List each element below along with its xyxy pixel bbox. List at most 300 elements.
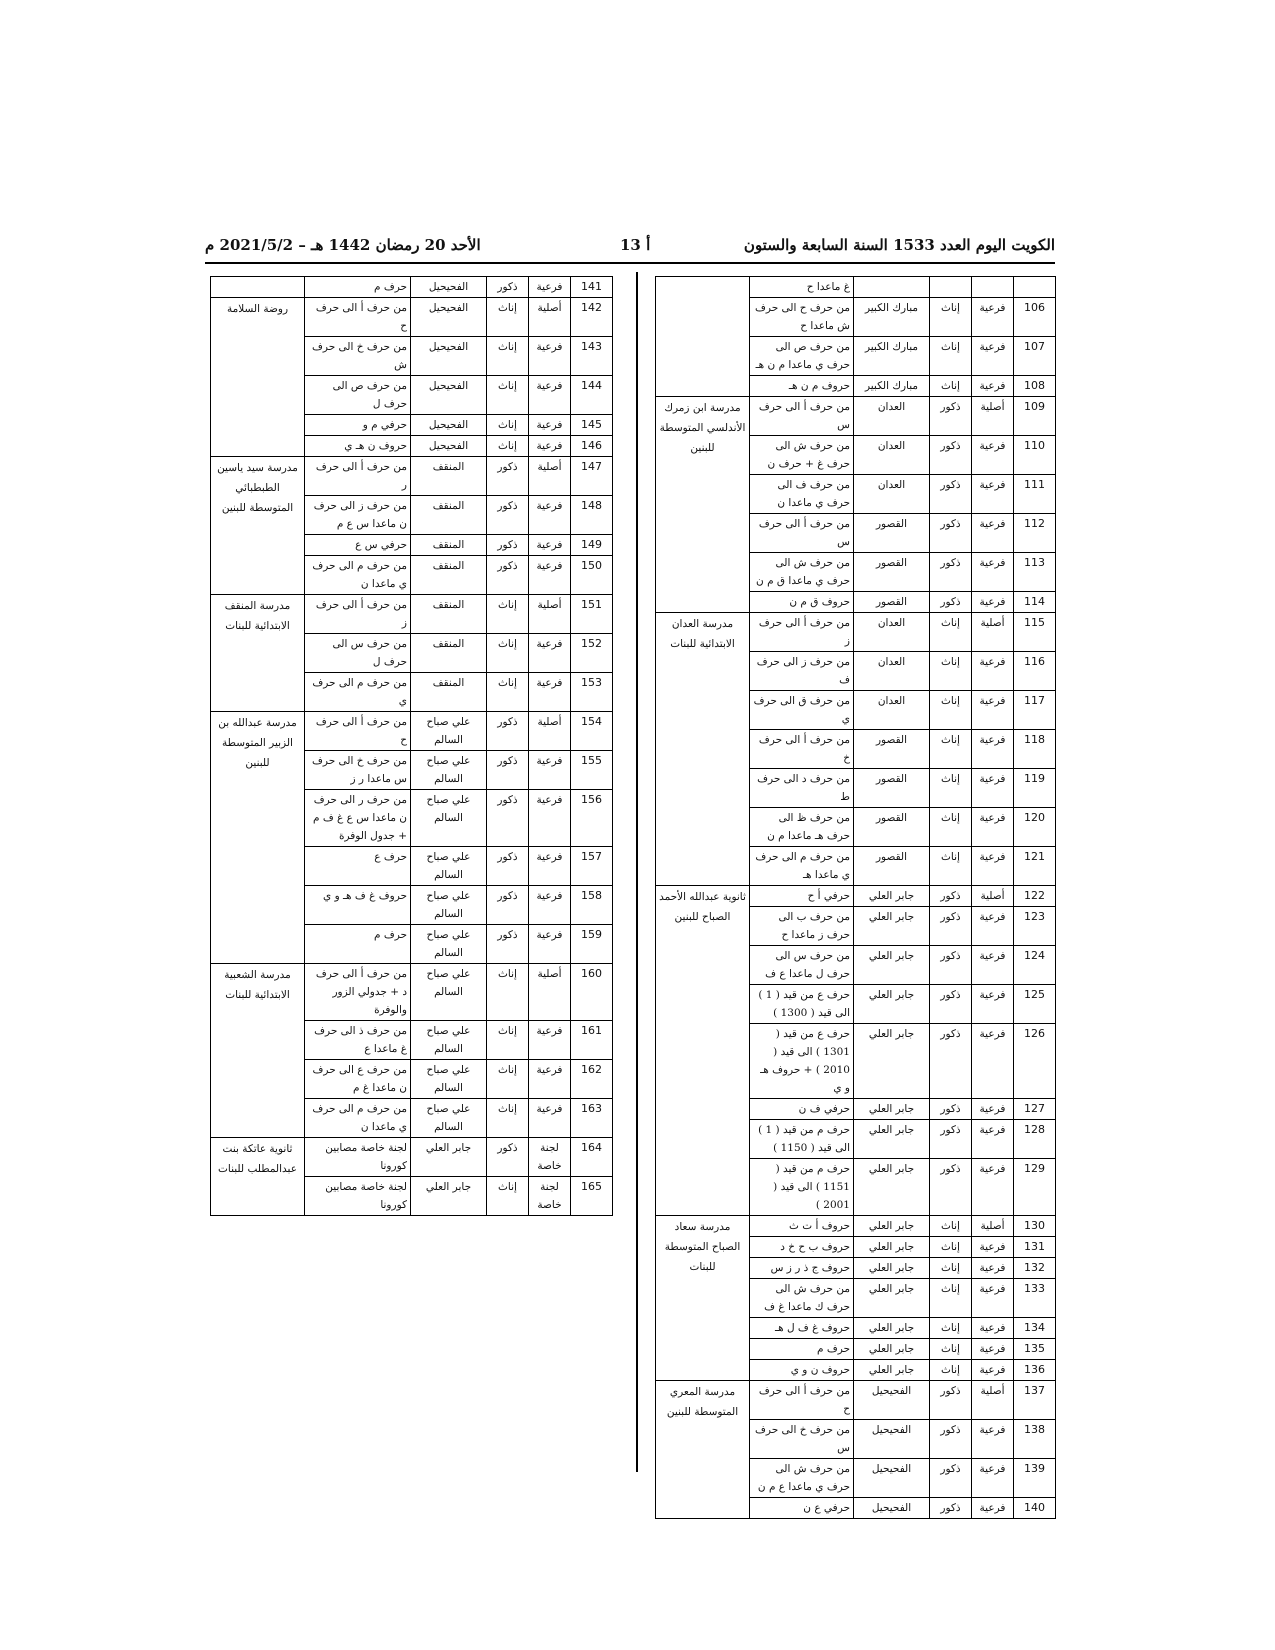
area: المنقف <box>411 535 487 556</box>
row-number: 156 <box>571 790 613 847</box>
gender: ذكور <box>930 907 972 946</box>
gender: إناث <box>930 769 972 808</box>
gender: ذكور <box>930 946 972 985</box>
area: العدان <box>854 475 930 514</box>
committee-type: فرعية <box>529 1099 571 1138</box>
area: علي صباح السالم <box>411 886 487 925</box>
letters-range: من حرف أ الى حرف خ <box>750 730 854 769</box>
gender <box>930 277 972 298</box>
area: جابر العلي <box>854 1120 930 1159</box>
letters-range: من حرف أ الى حرف س <box>750 514 854 553</box>
committee-type: فرعية <box>972 1339 1014 1360</box>
gender: إناث <box>487 964 529 1021</box>
gender: إناث <box>930 691 972 730</box>
row-number: 157 <box>571 847 613 886</box>
masthead: الكويت اليوم العدد 1533 السنة السابعة والستون <box>743 236 1055 254</box>
committee-type: أصلية <box>529 712 571 751</box>
issue-date: الأحد 20 رمضان 1442 هـ – 2021/5/2 م <box>205 236 481 254</box>
row-number: 136 <box>1014 1360 1056 1381</box>
area: علي صباح السالم <box>411 1099 487 1138</box>
gender: ذكور <box>930 1420 972 1459</box>
table-row <box>211 595 613 634</box>
area: العدان <box>854 397 930 436</box>
area: جابر العلي <box>854 907 930 946</box>
committee-type: فرعية <box>972 1459 1014 1498</box>
committee-type: فرعية <box>972 337 1014 376</box>
letters-range: من حرف د الى حرف ط <box>750 769 854 808</box>
table-row <box>211 712 613 751</box>
committee-type: فرعية <box>529 496 571 535</box>
letters-range: من حرف ذ الى حرف غ ماعدا ع <box>305 1021 411 1060</box>
gender: إناث <box>487 1099 529 1138</box>
committee-type: أصلية <box>529 457 571 496</box>
committee-type: فرعية <box>972 1420 1014 1459</box>
area: علي صباح السالم <box>411 1060 487 1099</box>
area: العدان <box>854 613 930 652</box>
area: مبارك الكبير <box>854 298 930 337</box>
gender: ذكور <box>930 1459 972 1498</box>
committee-type: فرعية <box>529 886 571 925</box>
row-number: 162 <box>571 1060 613 1099</box>
gender: ذكور <box>930 1120 972 1159</box>
gender: إناث <box>930 1216 972 1237</box>
gender: إناث <box>487 595 529 634</box>
area: القصور <box>854 808 930 847</box>
gender: ذكور <box>930 1024 972 1099</box>
area: الفحيحيل <box>411 337 487 376</box>
gender: إناث <box>930 298 972 337</box>
committee-type: فرعية <box>529 847 571 886</box>
letters-range: من حرف ح الى حرف ش ماعدا ح <box>750 298 854 337</box>
polling-table-right <box>655 276 1056 1519</box>
row-number: 164 <box>571 1138 613 1177</box>
area: جابر العلي <box>411 1138 487 1177</box>
letters-range: حرف م من قيد ( 1151 ) الى قيد ( 2001 ) <box>750 1159 854 1216</box>
letters-range: من حرف خ الى حرف ش <box>305 337 411 376</box>
row-number: 133 <box>1014 1279 1056 1318</box>
gender: إناث <box>487 415 529 436</box>
area: جابر العلي <box>854 1339 930 1360</box>
page-header <box>205 230 1055 260</box>
table-row <box>211 1138 613 1177</box>
letters-range: من حرف ف الى حرف ي ماعدا ن <box>750 475 854 514</box>
letters-range: من حرف أ الى حرف ح <box>750 1381 854 1420</box>
area: المنقف <box>411 634 487 673</box>
area: القصور <box>854 769 930 808</box>
area: العدان <box>854 652 930 691</box>
row-number: 155 <box>571 751 613 790</box>
committee-type: فرعية <box>529 751 571 790</box>
row-number: 117 <box>1014 691 1056 730</box>
area: الفحيحيل <box>854 1459 930 1498</box>
committee-type: أصلية <box>972 886 1014 907</box>
committee-type: فرعية <box>529 436 571 457</box>
letters-range: لجنة خاصة مصابين كورونا <box>305 1177 411 1216</box>
school-name: مدرسة ابن زمرك الأندلسي المتوسطة للبنين <box>656 397 750 613</box>
gender: ذكور <box>930 985 972 1024</box>
committee-type: أصلية <box>529 595 571 634</box>
school-name: مدرسة سيد ياسين الطبطبائي المتوسطة للبنين <box>211 457 305 595</box>
gender: إناث <box>930 652 972 691</box>
row-number: 121 <box>1014 847 1056 886</box>
letters-range: حرف م <box>305 277 411 298</box>
committee-type: فرعية <box>972 1258 1014 1279</box>
letters-range: من حرف م الى حرف ي ماعدا ن <box>305 1099 411 1138</box>
letters-range: من حرف أ الى حرف ز <box>750 613 854 652</box>
area: المنقف <box>411 595 487 634</box>
row-number: 106 <box>1014 298 1056 337</box>
row-number: 108 <box>1014 376 1056 397</box>
gender: ذكور <box>930 1498 972 1519</box>
committee-type: فرعية <box>529 415 571 436</box>
gender: إناث <box>487 436 529 457</box>
committee-type: أصلية <box>529 298 571 337</box>
gender: إناث <box>487 298 529 337</box>
gender: إناث <box>487 376 529 415</box>
letters-range: حروف م ن هـ <box>750 376 854 397</box>
row-number <box>1014 277 1056 298</box>
area: الفحيحيل <box>411 277 487 298</box>
gender: إناث <box>487 1177 529 1216</box>
gender: ذكور <box>487 277 529 298</box>
letters-range: حروف غ ف ل هـ <box>750 1318 854 1339</box>
letters-range: حروف ن و ي <box>750 1360 854 1381</box>
area: المنقف <box>411 673 487 712</box>
row-number: 109 <box>1014 397 1056 436</box>
area: العدان <box>854 436 930 475</box>
committee-type: فرعية <box>972 436 1014 475</box>
page-number: 13 أ <box>620 236 651 254</box>
letters-range: من حرف ظ الى حرف هـ ماعدا م ن <box>750 808 854 847</box>
gender: إناث <box>930 730 972 769</box>
gender: ذكور <box>930 553 972 592</box>
letters-range: من حرف ص الى حرف ي ماعدا م ن هـ <box>750 337 854 376</box>
committee-type: فرعية <box>529 925 571 964</box>
row-number: 141 <box>571 277 613 298</box>
school-name: مدرسة المنقف الابتدائية للبنات <box>211 595 305 712</box>
table-row <box>656 397 1056 436</box>
area: جابر العلي <box>854 946 930 985</box>
area: جابر العلي <box>854 1237 930 1258</box>
gender: ذكور <box>487 1138 529 1177</box>
area: مبارك الكبير <box>854 337 930 376</box>
committee-type: فرعية <box>972 1360 1014 1381</box>
area: علي صباح السالم <box>411 847 487 886</box>
area: علي صباح السالم <box>411 964 487 1021</box>
row-number: 126 <box>1014 1024 1056 1099</box>
row-number: 114 <box>1014 592 1056 613</box>
area: جابر العلي <box>411 1177 487 1216</box>
gender: ذكور <box>930 592 972 613</box>
gender: إناث <box>930 1258 972 1279</box>
area: علي صباح السالم <box>411 790 487 847</box>
area: علي صباح السالم <box>411 1021 487 1060</box>
row-number: 153 <box>571 673 613 712</box>
row-number: 116 <box>1014 652 1056 691</box>
letters-range: من حرف أ الى حرف ح <box>305 298 411 337</box>
row-number: 142 <box>571 298 613 337</box>
committee-type: أصلية <box>972 613 1014 652</box>
area: الفحيحيل <box>854 1420 930 1459</box>
committee-type: فرعية <box>972 847 1014 886</box>
letters-range: من حرف ز الى حرف ن ماعدا س ع م <box>305 496 411 535</box>
row-number: 161 <box>571 1021 613 1060</box>
school-name: مدرسة عبدالله بن الزبير المتوسطة للبنين <box>211 712 305 964</box>
committee-type: فرعية <box>972 553 1014 592</box>
committee-type: أصلية <box>972 1381 1014 1420</box>
letters-range: حروف أ ت ث <box>750 1216 854 1237</box>
gender: ذكور <box>930 514 972 553</box>
committee-type: فرعية <box>972 946 1014 985</box>
area: المنقف <box>411 496 487 535</box>
committee-type: فرعية <box>972 1159 1014 1216</box>
committee-type: فرعية <box>972 652 1014 691</box>
table-row <box>656 277 1056 298</box>
area: القصور <box>854 730 930 769</box>
letters-range: حروف ب ح خ د <box>750 1237 854 1258</box>
committee-type: فرعية <box>529 1060 571 1099</box>
area: مبارك الكبير <box>854 376 930 397</box>
committee-type: فرعية <box>529 277 571 298</box>
gender: إناث <box>930 1318 972 1339</box>
row-number: 118 <box>1014 730 1056 769</box>
row-number: 122 <box>1014 886 1056 907</box>
committee-type: فرعية <box>529 556 571 595</box>
area: جابر العلي <box>854 886 930 907</box>
area: المنقف <box>411 457 487 496</box>
gender: ذكور <box>930 397 972 436</box>
letters-range: من حرف ص الى حرف ل <box>305 376 411 415</box>
area: الفحيحيل <box>854 1381 930 1420</box>
row-number: 125 <box>1014 985 1056 1024</box>
school-name: مدرسة سعاد الصباح المتوسطة للبنات <box>656 1216 750 1381</box>
area: جابر العلي <box>854 1024 930 1099</box>
gender: ذكور <box>487 925 529 964</box>
letters-range: لجنة خاصة مصابين كورونا <box>305 1138 411 1177</box>
gender: إناث <box>930 1339 972 1360</box>
letters-range: حرفي ع ن <box>750 1498 854 1519</box>
committee-type: فرعية <box>972 730 1014 769</box>
committee-type: فرعية <box>972 592 1014 613</box>
letters-range: حروف ق م ن <box>750 592 854 613</box>
committee-type: فرعية <box>972 907 1014 946</box>
letters-range: حرف ع من قيد ( 1 ) الى قيد ( 1300 ) <box>750 985 854 1024</box>
row-number: 138 <box>1014 1420 1056 1459</box>
gender: ذكور <box>487 751 529 790</box>
committee-type: فرعية <box>529 535 571 556</box>
row-number: 144 <box>571 376 613 415</box>
row-number: 145 <box>571 415 613 436</box>
letters-range: حرفي أ ح <box>750 886 854 907</box>
gender: إناث <box>930 613 972 652</box>
committee-type: أصلية <box>972 1216 1014 1237</box>
committee-type: فرعية <box>972 1024 1014 1099</box>
gender: ذكور <box>930 886 972 907</box>
letters-range: من حرف ب الى حرف ز ماعدا ح <box>750 907 854 946</box>
area: جابر العلي <box>854 1099 930 1120</box>
table-row <box>211 457 613 496</box>
letters-range: من حرف خ الى حرف س <box>750 1420 854 1459</box>
area: العدان <box>854 691 930 730</box>
area: جابر العلي <box>854 985 930 1024</box>
row-number: 129 <box>1014 1159 1056 1216</box>
gender: إناث <box>487 634 529 673</box>
letters-range: من حرف ع الى حرف ن ماعدا غ م <box>305 1060 411 1099</box>
letters-range: حروف ن هـ ي <box>305 436 411 457</box>
row-number: 124 <box>1014 946 1056 985</box>
row-number: 148 <box>571 496 613 535</box>
gender: إناث <box>487 1060 529 1099</box>
committee-type: فرعية <box>972 298 1014 337</box>
area: القصور <box>854 592 930 613</box>
row-number: 140 <box>1014 1498 1056 1519</box>
row-number: 113 <box>1014 553 1056 592</box>
letters-range: من حرف ز الى حرف ف <box>750 652 854 691</box>
gender: إناث <box>487 337 529 376</box>
letters-range: من حرف أ الى حرف س <box>750 397 854 436</box>
committee-type: أصلية <box>972 397 1014 436</box>
table-row <box>211 298 613 337</box>
row-number: 131 <box>1014 1237 1056 1258</box>
committee-type: فرعية <box>972 1318 1014 1339</box>
committee-type: فرعية <box>529 790 571 847</box>
row-number: 150 <box>571 556 613 595</box>
gender: ذكور <box>487 496 529 535</box>
row-number: 110 <box>1014 436 1056 475</box>
area: الفحيحيل <box>411 436 487 457</box>
row-number: 146 <box>571 436 613 457</box>
table-row <box>211 964 613 1021</box>
letters-range: من حرف م الى حرف ي <box>305 673 411 712</box>
letters-range: حرفي ف ن <box>750 1099 854 1120</box>
gender: ذكور <box>487 847 529 886</box>
area: علي صباح السالم <box>411 925 487 964</box>
row-number: 128 <box>1014 1120 1056 1159</box>
school-name <box>656 277 750 397</box>
letters-range: من حرف أ الى حرف د + جدولي الزور والوفرة <box>305 964 411 1021</box>
area: الفحيحيل <box>854 1498 930 1519</box>
gender: إناث <box>930 1279 972 1318</box>
row-number: 119 <box>1014 769 1056 808</box>
gender: إناث <box>930 808 972 847</box>
letters-range: حرف م من قيد ( 1 ) الى قيد ( 1150 ) <box>750 1120 854 1159</box>
row-number: 151 <box>571 595 613 634</box>
letters-range: من حرف خ الى حرف س ماعدا ر ز <box>305 751 411 790</box>
area: القصور <box>854 514 930 553</box>
committee-type: فرعية <box>529 634 571 673</box>
area: الفحيحيل <box>411 415 487 436</box>
row-number: 112 <box>1014 514 1056 553</box>
row-number: 130 <box>1014 1216 1056 1237</box>
area: الفحيحيل <box>411 376 487 415</box>
letters-range: من حرف أ الى حرف ر <box>305 457 411 496</box>
committee-type: لجنة خاصة <box>529 1177 571 1216</box>
letters-range: من حرف م الى حرف ي ماعدا هـ <box>750 847 854 886</box>
row-number: 135 <box>1014 1339 1056 1360</box>
row-number: 152 <box>571 634 613 673</box>
school-name: مدرسة المعري المتوسطة للبنين <box>656 1381 750 1519</box>
row-number: 132 <box>1014 1258 1056 1279</box>
area: علي صباح السالم <box>411 712 487 751</box>
committee-type: فرعية <box>972 1279 1014 1318</box>
school-name: ثانوية عبدالله الأحمد الصباح للبنين <box>656 886 750 1216</box>
committee-type: فرعية <box>972 1237 1014 1258</box>
row-number: 163 <box>571 1099 613 1138</box>
school-name: روضة السلامة <box>211 298 305 457</box>
area: جابر العلي <box>854 1318 930 1339</box>
area: الفحيحيل <box>411 298 487 337</box>
committee-type: فرعية <box>972 769 1014 808</box>
school-name <box>211 277 305 298</box>
committee-type: فرعية <box>972 376 1014 397</box>
row-number: 154 <box>571 712 613 751</box>
committee-type: فرعية <box>972 691 1014 730</box>
row-number: 143 <box>571 337 613 376</box>
school-name: مدرسة الشعبية الابتدائية للبنات <box>211 964 305 1138</box>
table-row <box>656 1216 1056 1237</box>
row-number: 115 <box>1014 613 1056 652</box>
letters-range: من حرف م الى حرف ي ماعدا ن <box>305 556 411 595</box>
row-number: 160 <box>571 964 613 1021</box>
row-number: 127 <box>1014 1099 1056 1120</box>
school-name: مدرسة العدان الابتدائية للبنات <box>656 613 750 886</box>
letters-range: من حرف أ الى حرف ز <box>305 595 411 634</box>
committee-type: فرعية <box>972 985 1014 1024</box>
gender: ذكور <box>487 790 529 847</box>
gender: إناث <box>930 847 972 886</box>
letters-range: حروف غ ف هـ و ي <box>305 886 411 925</box>
row-number: 158 <box>571 886 613 925</box>
row-number: 159 <box>571 925 613 964</box>
committee-type: فرعية <box>529 673 571 712</box>
area: جابر العلي <box>854 1159 930 1216</box>
committee-type <box>972 277 1014 298</box>
letters-range: من حرف س الى حرف ل ماعدا ع ف <box>750 946 854 985</box>
polling-table-left <box>210 276 613 1216</box>
letters-range: من حرف ش الى حرف ك ماعدا غ ف <box>750 1279 854 1318</box>
letters-range: غ ماعدا ح <box>750 277 854 298</box>
committee-type: أصلية <box>529 964 571 1021</box>
committee-type: فرعية <box>529 337 571 376</box>
letters-range: حرف م <box>750 1339 854 1360</box>
school-name: ثانوية عاتكة بنت عبدالمطلب للبنات <box>211 1138 305 1216</box>
letters-range: من حرف أ الى حرف ح <box>305 712 411 751</box>
gender: ذكور <box>930 475 972 514</box>
letters-range: من حرف ش الى حرف ي ماعدا ق م ن <box>750 553 854 592</box>
gender: إناث <box>930 1360 972 1381</box>
committee-type: فرعية <box>529 376 571 415</box>
gender: إناث <box>930 376 972 397</box>
gender: ذكور <box>487 886 529 925</box>
gender: ذكور <box>930 1099 972 1120</box>
row-number: 123 <box>1014 907 1056 946</box>
table-row <box>656 613 1056 652</box>
letters-range: من حرف ق الى حرف ي <box>750 691 854 730</box>
letters-range: من حرف ش الى حرف ي ماعدا ع م ن <box>750 1459 854 1498</box>
gender: ذكور <box>487 712 529 751</box>
table-row <box>656 886 1056 907</box>
gender: ذكور <box>930 436 972 475</box>
area: علي صباح السالم <box>411 751 487 790</box>
row-number: 139 <box>1014 1459 1056 1498</box>
letters-range: من حرف ر الى حرف ن ماعدا س ع غ ف م + جدول الوفرة <box>305 790 411 847</box>
committee-type: فرعية <box>972 514 1014 553</box>
gender: ذكور <box>487 457 529 496</box>
committee-type: فرعية <box>972 1099 1014 1120</box>
letters-range: حرف ع <box>305 847 411 886</box>
committee-type: فرعية <box>972 475 1014 514</box>
gender: ذكور <box>930 1381 972 1420</box>
